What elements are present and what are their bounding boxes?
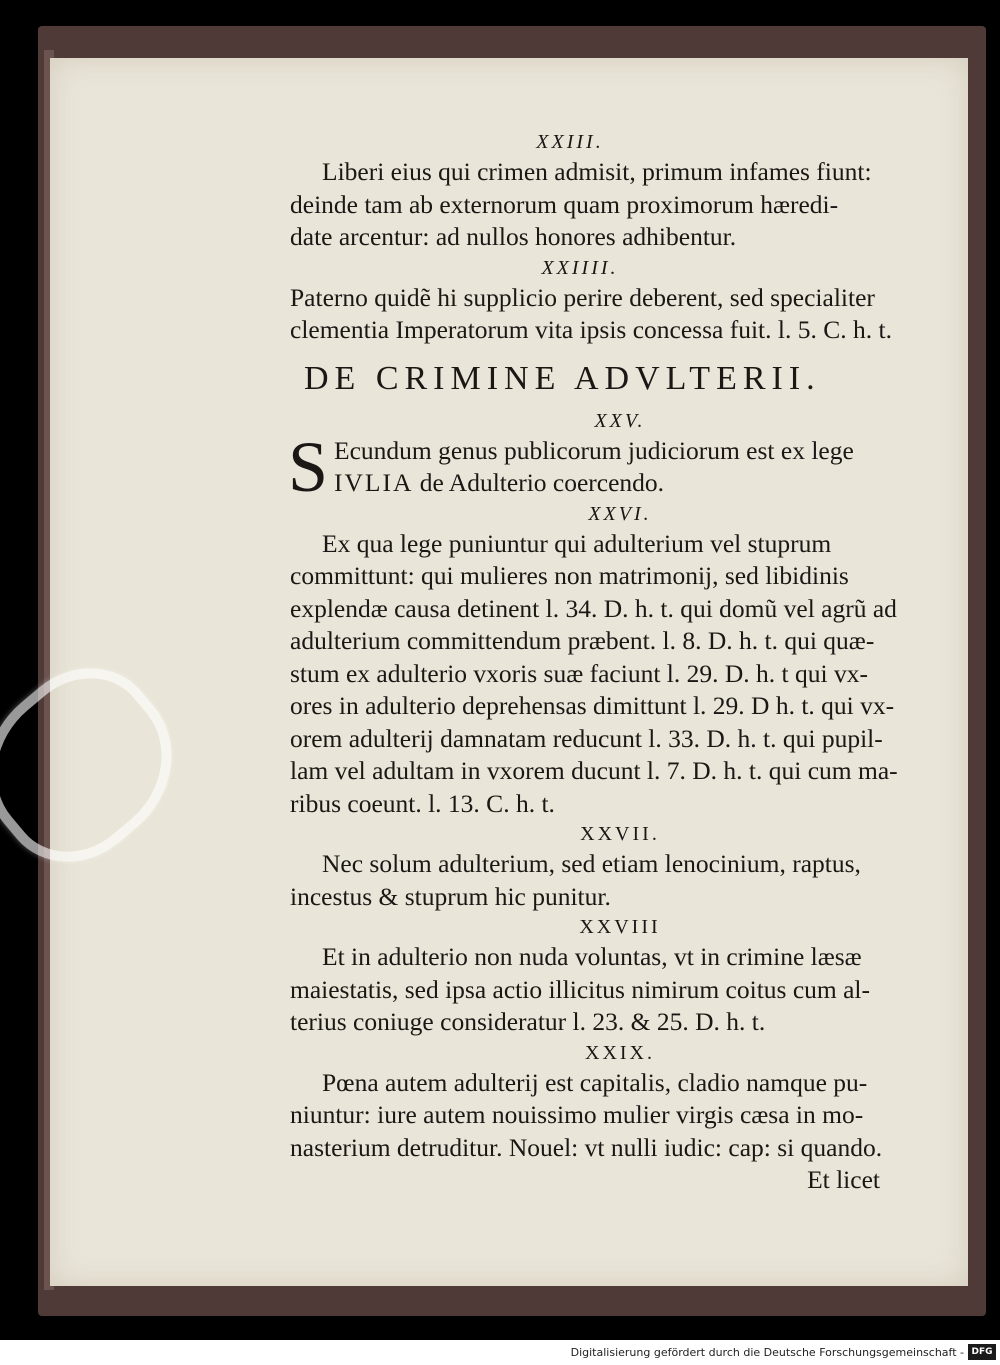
text-line: clementia Imperatorum vita ipsis concessa fuit. l. 5. C. h. t. xyxy=(290,315,892,344)
text-line: stum ex adulterio vxoris suæ faciunt l. 29. D. h. t qui vx- xyxy=(290,658,868,688)
heading-xxiii: XXIII. xyxy=(536,131,604,153)
text-line: ores in adulterio deprehensas dimittunt l. 29. D h. t. qui vx- xyxy=(290,691,895,720)
page-text xyxy=(290,128,950,1197)
text-line: orem adulterij damnatam reducunt l. 33. D. h. t. qui pupil- xyxy=(290,723,883,753)
section-title: DE CRIMINE ADVLTERII. xyxy=(304,359,821,397)
text-line: maiestatis, sed ipsa actio illicitus nimirum coitus cum al- xyxy=(290,974,871,1004)
text-line: terius coniuge consideratur l. 23. & 25. D. h. t. xyxy=(290,1007,766,1036)
footer-credit: Digitalisierung gefördert durch die Deutsche Forschungsgemeinschaft - xyxy=(570,1346,964,1359)
footer-bar xyxy=(0,1340,1000,1365)
text-line: nasterium detruditur. Nouel: vt nulli iudic: cap: si quando. xyxy=(290,1132,883,1162)
text-line: Et in adulterio non nuda voluntas, vt in crimine læsæ xyxy=(322,942,862,971)
text-line: Ex qua lege puniuntur qui adulterium vel stuprum xyxy=(322,528,832,558)
drop-cap-initial: S xyxy=(288,426,329,507)
text-line: incestus & stuprum hic punitur. xyxy=(290,881,611,911)
text-line: committunt: qui mulieres non matrimonij, sed libidinis xyxy=(290,561,849,590)
text-line: Ecundum genus publicorum judiciorum est ex lege xyxy=(334,435,854,465)
text-line: Nec solum adulterium, sed etiam lenocinium, raptus, xyxy=(322,849,861,878)
catchword: Et licet xyxy=(807,1165,880,1194)
text-line: date arcentur: ad nullos honores adhibentur. xyxy=(290,222,737,251)
text-line: Liberi eius qui crimen admisit, primum infames fiunt: xyxy=(322,157,872,186)
text-line: explendæ causa detinent l. 34. D. h. t. qui domũ vel agrũ ad xyxy=(290,593,897,623)
heading-xxviii: XXVIII xyxy=(579,916,661,938)
text-line: ribus coeunt. l. 13. C. h. t. xyxy=(290,788,555,818)
paragraph-xxiiii xyxy=(290,282,950,347)
paragraph-xxiii xyxy=(290,156,950,254)
paragraph-xxv xyxy=(288,426,950,507)
heading-xxvi: XXVI. xyxy=(588,502,652,525)
small-caps-word: IVLIA xyxy=(334,468,414,497)
text-fragment: de Adulterio coercendo. xyxy=(413,468,665,497)
text-line: Paterno quidẽ hi supplicio perire deberent, sed specialiter xyxy=(290,282,875,312)
heading-xxiiii: XXIIII. xyxy=(541,256,619,279)
text-line: niuntur: iure autem nouissimo mulier virgis cæsa in mo- xyxy=(290,1100,864,1129)
paragraph-xxix xyxy=(290,1067,950,1165)
paragraph-xxvii xyxy=(290,848,950,913)
paragraph-xxvi xyxy=(290,528,950,821)
text-line: deinde tam ab externorum quam proximorum hæredi- xyxy=(290,189,839,219)
text-line: adulterium committendum præbent. l. 8. D. h. t. qui quæ- xyxy=(290,626,875,655)
paragraph-xxviii xyxy=(290,941,950,1039)
heading-xxv: XXV. xyxy=(594,409,646,432)
heading-xxvii: XXVII. xyxy=(580,823,660,845)
text-line: lam vel adultam in vxorem ducunt l. 7. D. h. t. qui cum ma- xyxy=(290,756,898,785)
heading-xxix: XXIX. xyxy=(585,1041,655,1064)
text-line xyxy=(290,467,950,500)
text-line: Pœna autem adulterij est capitalis, cladio namque pu- xyxy=(322,1067,868,1097)
dfg-logo-icon: DFG xyxy=(968,1344,996,1360)
